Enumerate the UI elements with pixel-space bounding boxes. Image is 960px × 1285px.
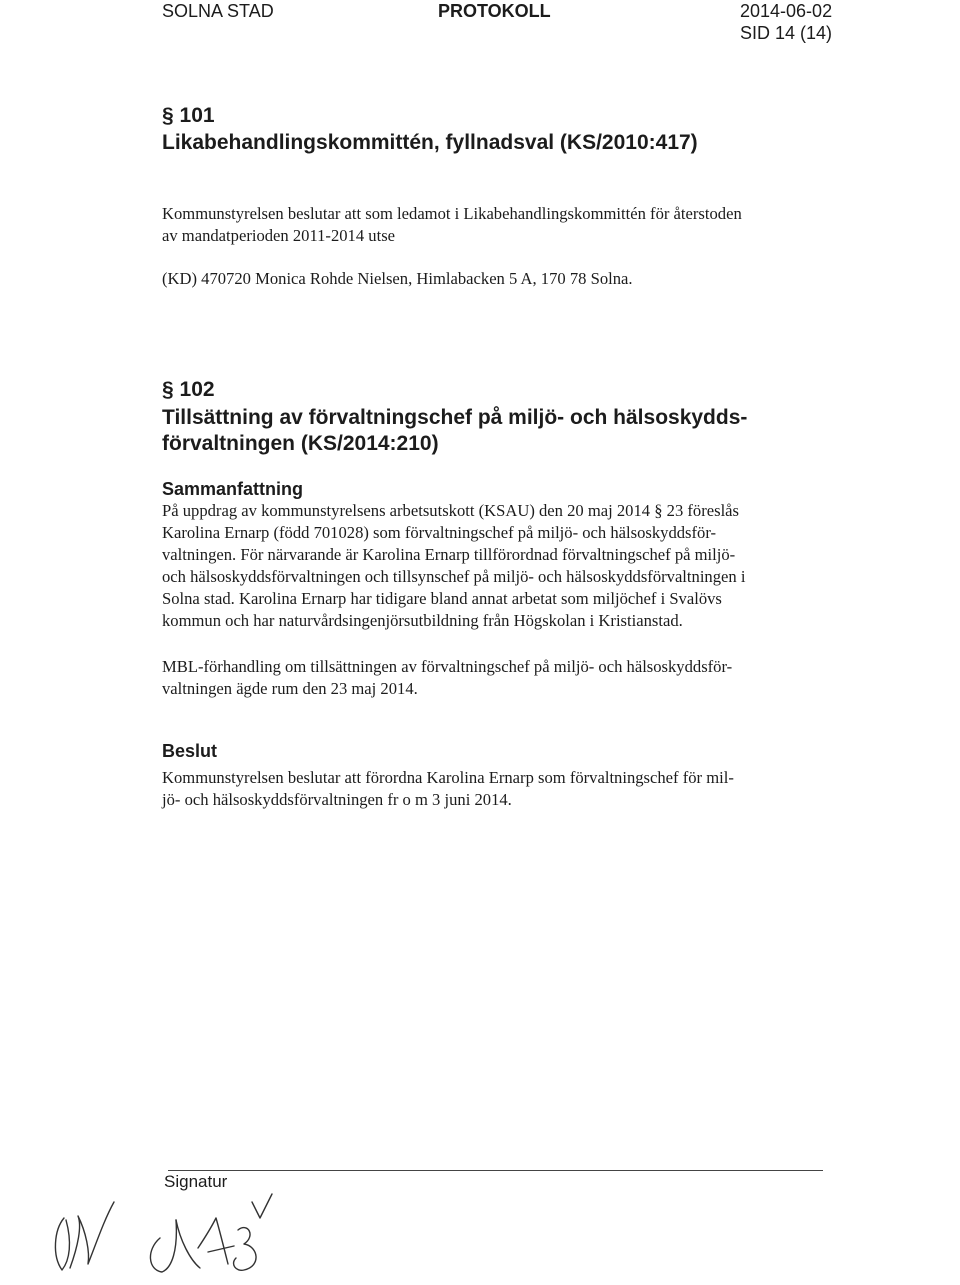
decision-heading: Beslut [162, 741, 218, 761]
paragraph-line: (KD) 470720 Monica Rohde Nielsen, Himlabacken 5 A, 170 78 Solna. [162, 269, 633, 288]
signature-label: Signatur [164, 1172, 228, 1191]
section-101-number: § 101 [162, 104, 215, 127]
paragraph-line: Solna stad. Karolina Ernarp har tidigare bland annat arbetat som miljöchef i Svalövs [162, 589, 722, 608]
paragraph-line: av mandatperioden 2011-2014 utse [162, 226, 396, 245]
decision-paragraph [162, 767, 822, 811]
summary-paragraph [162, 500, 822, 632]
section-101-appointee-paragraph [162, 268, 822, 290]
paragraph-line: Kommunstyrelsen beslutar att som ledamot i Likabehandlingskommittén för återstoden [162, 204, 742, 223]
header-document-type: PROTOKOLL [438, 1, 551, 21]
paragraph-line: MBL-förhandling om tillsättningen av förvaltningschef på miljö- och hälsoskyddsför- [162, 657, 733, 676]
paragraph-line: kommun och har naturvårdsingenjörsutbildning från Högskolan i Kristianstad. [162, 611, 683, 630]
section-102-number: § 102 [162, 378, 215, 401]
paragraph-line: Karolina Ernarp (född 701028) som förvaltningschef på miljö- och hälsoskyddsför- [162, 523, 717, 542]
paragraph-line: På uppdrag av kommunstyrelsens arbetsutskott (KSAU) den 20 maj 2014 § 23 föreslås [162, 501, 740, 520]
header-organization: SOLNA STAD [162, 1, 274, 21]
header-page-number: SID 14 (14) [740, 23, 833, 43]
paragraph-line: Kommunstyrelsen beslutar att förordna Karolina Ernarp som förvaltningschef för mil- [162, 768, 734, 787]
paragraph-line: jö- och hälsoskyddsförvaltningen fr o m 3 juni 2014. [162, 790, 512, 809]
paragraph-line: valtningen ägde rum den 23 maj 2014. [162, 679, 418, 698]
section-102-title-line-2: förvaltningen (KS/2014:210) [162, 432, 439, 455]
handwritten-initials [30, 1160, 290, 1280]
section-101-title: Likabehandlingskommittén, fyllnadsval (KS/2010:417) [162, 131, 698, 154]
mbl-paragraph [162, 656, 822, 700]
summary-heading: Sammanfattning [162, 479, 304, 499]
paragraph-line: och hälsoskyddsförvaltningen och tillsynschef på miljö- och hälsoskyddsförvaltningen i [162, 567, 746, 586]
header-date: 2014-06-02 [740, 1, 833, 21]
section-101-decision-paragraph [162, 203, 822, 247]
section-102-title-line-1: Tillsättning av förvaltningschef på miljö- och hälsoskydds- [162, 406, 748, 429]
paragraph-line: valtningen. För närvarande är Karolina Ernarp tillförordnad förvaltningschef på miljö- [162, 545, 736, 564]
